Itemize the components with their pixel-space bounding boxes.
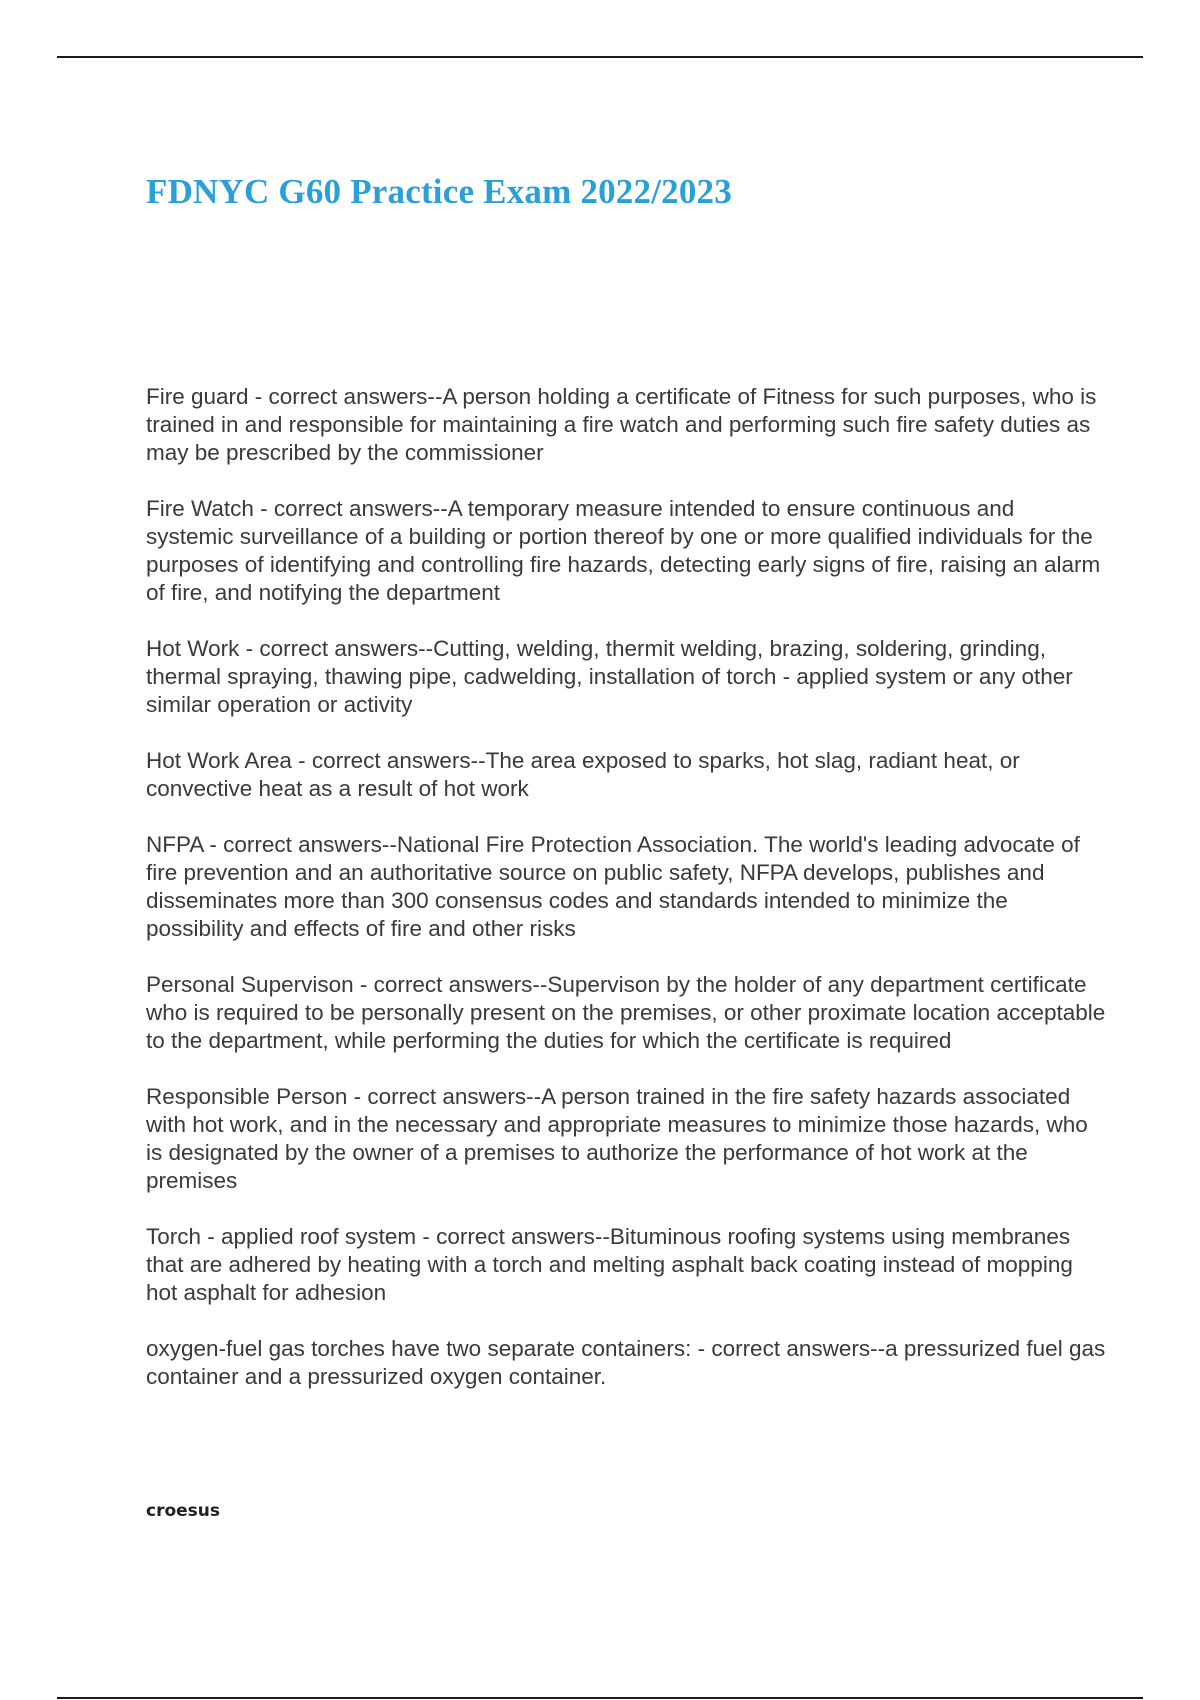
qa-entry-fire-guard: Fire guard - correct answers--A person holding a certificate of Fitness for such purposes, who is trained in and responsible for maintaining a fire watch and performing such fire safety duties as may be prescribed by the commissioner	[146, 384, 1097, 465]
qa-entry-fire-watch: Fire Watch - correct answers--A temporary measure intended to ensure continuous and systemic surveillance of a building or portion thereof by one or more qualified individuals for the purposes of identifying and controlling fire hazards, detecting early signs of fire, raising an alarm of fire, and notifying the department	[146, 496, 1101, 605]
qa-entry-torch-applied-roof-system: Torch - applied roof system - correct answers--Bituminous roofing systems using membranes that are adhered by heating with a torch and melting asphalt back coating instead of mopping hot asphalt for adhesion	[146, 1224, 1073, 1305]
qa-entry-oxygen-fuel-gas-torches: oxygen-fuel gas torches have two separate containers: - correct answers--a pressurized fuel gas container and a pressurized oxygen container.	[146, 1336, 1106, 1389]
qa-entry-hot-work-area: Hot Work Area - correct answers--The area exposed to sparks, hot slag, radiant heat, or convective heat as a result of hot work	[146, 748, 1020, 801]
qa-entry-responsible-person: Responsible Person - correct answers--A person trained in the fire safety hazards associated with hot work, and in the necessary and appropriate measures to minimize those hazards, who is designated by the owner of a premises to authorize the performance of hot work at the premises	[146, 1084, 1088, 1193]
qa-entry-nfpa: NFPA - correct answers--National Fire Protection Association. The world's leading advocate of fire prevention and an authoritative source on public safety, NFPA develops, publishes and disseminates more than 300 consensus codes and standards intended to minimize the possibility and effects of fire and other risks	[146, 832, 1080, 941]
footer-brand: croesus	[146, 1501, 221, 1521]
bottom-rule	[57, 1697, 1143, 1699]
qa-entry-personal-supervison: Personal Supervison - correct answers--Supervison by the holder of any department certificate who is required to be personally present on the premises, or other proximate location acceptable to the department, while performing the duties for which the certificate is required	[146, 972, 1106, 1053]
qa-entry-hot-work: Hot Work - correct answers--Cutting, welding, thermit welding, brazing, soldering, grinding, thermal spraying, thawing pipe, cadwelding, installation of torch - applied system or any other similar operation or activity	[146, 636, 1073, 717]
qa-list	[146, 383, 1106, 1419]
document-title: FDNYC G60 Practice Exam 2022/2023	[146, 172, 732, 211]
top-rule	[57, 56, 1143, 58]
